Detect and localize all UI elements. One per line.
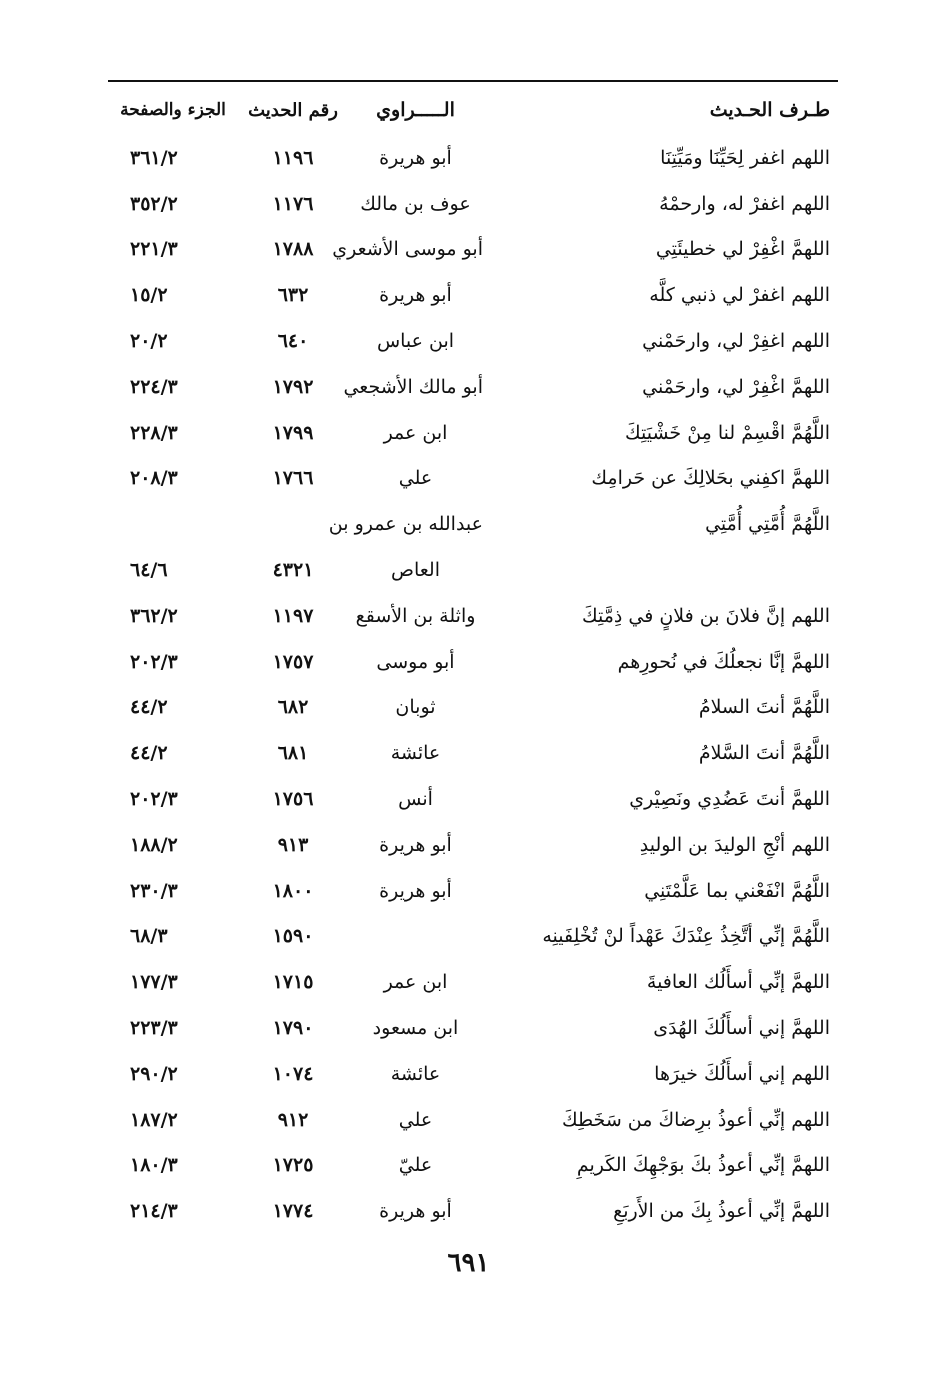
cell-juz: ١٨٨/٢ xyxy=(130,833,178,856)
table-row xyxy=(108,593,838,639)
cell-rawi: عوف بن مالك xyxy=(360,192,471,215)
cell-juz: ٦٤/٦ xyxy=(130,559,168,582)
table-row xyxy=(108,822,838,868)
cell-tarf: اللهمَّ إنِّي أعوذُ بكَ بوَجْهِكَ الكَريمِ xyxy=(576,1154,830,1177)
cell-juz: ١٧٧/٣ xyxy=(130,971,178,994)
cell-tarf: اللهمَّ اغْفِرْ لي خطيئَتِي xyxy=(655,238,830,261)
cell-rawi: علي xyxy=(398,1108,433,1131)
table-row xyxy=(108,1005,838,1051)
cell-rawi: أبو مالك الأشجعي xyxy=(343,375,483,398)
cell-raqm: ٤٣٢١ xyxy=(272,559,314,582)
cell-raqm: ٦٨١ xyxy=(277,742,309,765)
cell-juz: ٢٣٠/٣ xyxy=(130,879,178,902)
cell-rawi: العاص xyxy=(391,559,440,582)
table-row xyxy=(108,1143,838,1189)
cell-raqm: ٦٤٠ xyxy=(277,330,309,353)
table-body xyxy=(108,135,838,1234)
cell-rawi: أنس xyxy=(398,788,433,811)
cell-tarf: اللهم إنِّي أعوذُ برِضاكَ من سَخَطِكَ xyxy=(561,1108,830,1131)
cell-rawi: أبو هريرة xyxy=(379,284,452,307)
cell-raqm: ١٧٥٧ xyxy=(272,650,314,673)
cell-rawi: ابن عمر xyxy=(383,421,448,444)
table-row xyxy=(108,272,838,318)
cell-juz: ٢٩٠/٢ xyxy=(130,1062,178,1085)
cell-juz: ٢٠٨/٣ xyxy=(130,467,178,490)
cell-tarf: اللهم إنَّ فلانَ بن فلانٍ في ذِمَّتِكَ xyxy=(581,604,830,627)
cell-tarf: اللَّهُمَّ اقْسِمْ لنا مِنْ خَشْيَتِكَ xyxy=(624,421,830,444)
cell-tarf: اللهم اغفرْ له، وارحمْهُ xyxy=(659,192,830,215)
cell-raqm: ١١٩٧ xyxy=(272,604,314,627)
cell-juz: ٦٨/٣ xyxy=(130,925,168,948)
header-juz: الجزء والصفحة xyxy=(120,100,226,120)
cell-raqm: ١٧٩٠ xyxy=(272,1017,314,1040)
table-row xyxy=(108,776,838,822)
cell-rawi: أبو هريرة xyxy=(379,146,452,169)
cell-tarf: اللَّهُمَّ أُمَّتِي أُمَّتِي xyxy=(705,513,830,536)
table-row xyxy=(108,639,838,685)
table-row xyxy=(108,730,838,776)
cell-raqm: ١١٩٦ xyxy=(272,146,314,169)
cell-tarf: اللَّهُمَّ إنِّي أتَّخِذُ عِنْدَكَ عَهْداً لنْ تُخْلِفَينِه xyxy=(542,925,830,948)
cell-rawi: أبو موسى xyxy=(376,650,455,673)
cell-tarf: اللهم اغفر لِحَيِّنَا ومَيِّتِنَا xyxy=(660,146,830,169)
cell-juz: ٤٤/٢ xyxy=(130,696,168,719)
cell-tarf: اللهمَّ اكفِني بحَلالِكَ عن حَرامِك xyxy=(591,467,830,490)
table-row xyxy=(108,1097,838,1143)
cell-juz: ٣٦١/٢ xyxy=(130,146,178,169)
cell-rawi: عائشة xyxy=(390,1062,441,1085)
table-row xyxy=(108,456,838,502)
table-row xyxy=(108,547,838,593)
cell-rawi: ابن مسعود xyxy=(372,1017,459,1040)
cell-raqm: ١٠٧٤ xyxy=(272,1062,314,1085)
cell-juz: ٢٠٢/٣ xyxy=(130,650,178,673)
cell-juz: ٤٤/٢ xyxy=(130,742,168,765)
cell-tarf: اللهمَّ اغْفِرْ لي، وارحَمْني xyxy=(642,375,830,398)
cell-rawi: واثلة بن الأسقع xyxy=(355,604,476,627)
table-row xyxy=(108,685,838,731)
table-row xyxy=(108,1188,838,1234)
cell-raqm: ٩١٣ xyxy=(277,833,309,856)
cell-rawi: علي xyxy=(398,467,433,490)
cell-tarf: اللهم اغفرْ لي ذنبي كلَّه xyxy=(649,284,830,307)
cell-rawi: عليّ xyxy=(398,1154,433,1177)
table-row xyxy=(108,914,838,960)
cell-tarf: اللَّهُمَّ أنتَ السَّلامُ xyxy=(698,742,830,765)
cell-raqm: ١٧٧٤ xyxy=(272,1200,314,1223)
table-header xyxy=(108,85,838,135)
cell-rawi: أبو موسى الأشعري xyxy=(332,238,483,261)
cell-tarf: اللهم اغفِرْ لي، وارحَمْني xyxy=(642,330,830,353)
cell-raqm: ١٧٥٦ xyxy=(272,788,314,811)
cell-juz: ٢٢١/٣ xyxy=(130,238,178,261)
cell-tarf: اللهم أنْجِ الوليدَ بن الوليدِ xyxy=(639,833,830,856)
cell-raqm: ١٧٦٦ xyxy=(272,467,314,490)
cell-juz: ٢٢٤/٣ xyxy=(130,375,178,398)
cell-juz: ٣٦٢/٢ xyxy=(130,604,178,627)
cell-juz: ٢٠٢/٣ xyxy=(130,788,178,811)
cell-tarf: اللهم إني أسأَلُكَ خيرَها xyxy=(654,1062,830,1085)
cell-tarf: اللَّهُمَّ أنتَ السلامُ xyxy=(698,696,830,719)
header-rawi: الـــــراوي xyxy=(376,99,455,121)
cell-rawi: ابن عباس xyxy=(376,330,455,353)
cell-juz: ٢٢٨/٣ xyxy=(130,421,178,444)
cell-juz: ٢٠/٢ xyxy=(130,330,168,353)
cell-raqm: ١٧٨٨ xyxy=(272,238,314,261)
cell-raqm: ٦٨٢ xyxy=(277,696,309,719)
table-row xyxy=(108,364,838,410)
cell-juz: ١٨٠/٣ xyxy=(130,1154,178,1177)
header-tarf: طـرف الحـديث xyxy=(709,99,830,121)
table-row xyxy=(108,1051,838,1097)
index-table xyxy=(108,80,838,1234)
top-rule xyxy=(108,80,838,82)
table-row xyxy=(108,135,838,181)
cell-raqm: ١٧١٥ xyxy=(272,971,314,994)
cell-raqm: ٩١٢ xyxy=(277,1108,309,1131)
cell-raqm: ١٧٩٩ xyxy=(272,421,314,444)
table-row xyxy=(108,410,838,456)
cell-juz: ٢١٤/٣ xyxy=(130,1200,178,1223)
header-raqm: رقم الحديث xyxy=(248,99,338,121)
cell-tarf: اللهمَّ إني أسأَلُكَ الهُدَى xyxy=(653,1017,830,1040)
cell-rawi: عائشة xyxy=(390,742,441,765)
cell-rawi: أبو هريرة xyxy=(379,1200,452,1223)
cell-rawi: ابن عمر xyxy=(383,971,448,994)
cell-rawi: أبو هريرة xyxy=(379,833,452,856)
cell-raqm: ١٧٢٥ xyxy=(272,1154,314,1177)
cell-raqm: ١٥٩٠ xyxy=(272,925,314,948)
table-row xyxy=(108,227,838,273)
cell-rawi: ثوبان xyxy=(395,696,436,719)
cell-juz: ١٥/٢ xyxy=(130,284,168,307)
table-row xyxy=(108,181,838,227)
cell-raqm: ٦٣٢ xyxy=(277,284,309,307)
page-number: ٦٩١ xyxy=(447,1248,490,1278)
cell-tarf: اللهمَّ إنَّا نجعلُكَ في نُحورِهم xyxy=(617,650,830,673)
cell-juz: ١٨٧/٢ xyxy=(130,1108,178,1131)
cell-tarf: اللهمَّ أنتَ عَضُدِي ونَصِيْري xyxy=(629,788,830,811)
table-row xyxy=(108,959,838,1005)
cell-raqm: ١٨٠٠ xyxy=(272,879,314,902)
table-row xyxy=(108,501,838,547)
table-row xyxy=(108,318,838,364)
cell-tarf: اللهمَّ إنِّي أسأَلُك العافيةَ xyxy=(646,971,830,994)
cell-raqm: ١١٧٦ xyxy=(272,192,314,215)
cell-juz: ٣٥٢/٢ xyxy=(130,192,178,215)
table-row xyxy=(108,868,838,914)
cell-tarf: اللَّهُمَّ انْفَعْني بما عَلَّمْتَنِي xyxy=(644,879,830,902)
cell-tarf: اللهمَّ إنِّي أعوذُ بِكَ من الأَربَعِ xyxy=(613,1200,830,1223)
cell-rawi: أبو هريرة xyxy=(379,879,452,902)
cell-rawi: عبدالله بن عمرو بن xyxy=(328,513,483,536)
cell-raqm: ١٧٩٢ xyxy=(272,375,314,398)
cell-juz: ٢٢٣/٣ xyxy=(130,1017,178,1040)
